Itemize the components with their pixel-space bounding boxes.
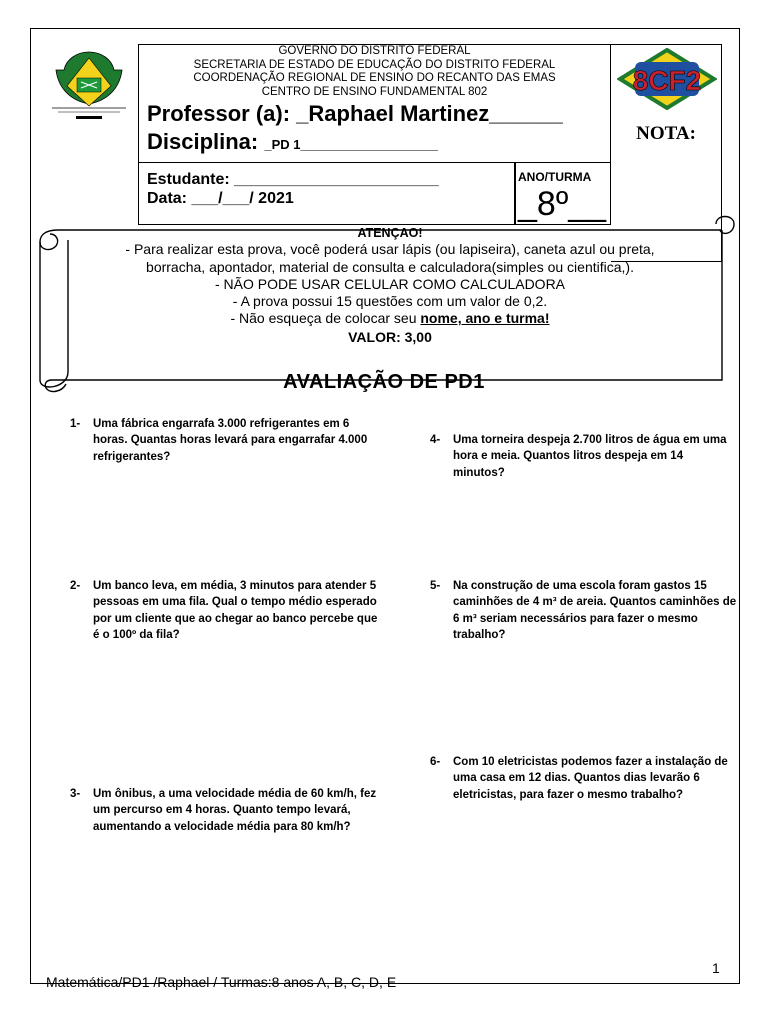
logo-text: 8CF2 [632,65,702,96]
question-text: Uma fábrica engarrafa 3.000 refrigerantes em 6 horas. Quantas horas levará para engarrafar 4.000 refrigerantes? [93,418,368,463]
gov-line-2: SECRETARIA DE ESTADO DE EDUCAÇÃO DO DISTRITO FEDERAL [193,58,556,71]
question-text: Um banco leva, em média, 3 minutos para atender 5 pessoas em uma fila. Qual o tempo médio esperado por um cliente que ao chegar ao banco percebe que é o 100º da fila? [93,580,378,641]
question-text: Um ônibus, a uma velocidade média de 60 km/h, fez um percurso em 4 horas. Quanto tempo levará, aumentando a velocidade média para 80 km/h? [93,788,377,833]
attention-title: ATENÇAO! [357,226,423,240]
exam-title: AVALIAÇÃO DE PD1 [283,371,485,393]
gov-line-1: GOVERNO DO DISTRITO FEDERAL [278,45,471,57]
gov-line-4: CENTRO DE ENSINO FUNDAMENTAL 802 [261,85,488,98]
attention-line-3: - NÃO PODE USAR CELULAR COMO CALCULADORA [214,276,566,292]
gdf-emblem-logo [46,46,132,124]
school-header [138,44,611,163]
attention-line-4: - A prova possui 15 questões com um valor de 0,2. [232,293,548,309]
ano-turma-box [515,163,611,225]
disciplina-field [147,129,438,155]
footer-text: Matemática/PD1 /Raphael / Turmas:8 anos A, B, C, D, E [46,974,397,990]
estudante-field: Estudante: _______________________ [147,171,439,188]
question-text: Uma torneira despeja 2.700 litros de água em uma hora e meia. Quantos litros despeja em 14 minutos? [453,434,727,479]
attention-line-1: - Para realizar esta prova, você poderá usar lápis (ou lapiseira), caneta azul ou preta, [125,241,655,257]
ano-turma-value: _8º__ [518,185,607,223]
student-info [138,163,515,225]
valor-text: VALOR: 3,00 [348,329,432,345]
gov-line-3: COORDENAÇÃO REGIONAL DE ENSINO DO RECANTO DAS EMAS [193,72,556,84]
question-number: 3- [70,788,81,800]
attention-line-5 [60,310,720,327]
nota-label: NOTA: [636,123,696,144]
disciplina-value: _PD 1___________________ [264,137,438,152]
page-number: 1 [712,960,720,976]
attention-line-5-prefix: - Não esqueça de colocar seu [230,310,421,326]
question-number: 2- [70,580,81,592]
question-text: Com 10 eletricistas podemos fazer a instalação de uma casa em 12 dias. Quantos dias levarão 6 eletricistas, para fazer o mesmo trabalho? [453,756,728,801]
question-number: 1- [70,418,81,430]
question-number: 5- [430,580,441,592]
disciplina-label: Disciplina: [147,129,265,154]
question-number: 4- [430,434,441,446]
attention-line-2: borracha, apontador, material de consulta e calculadora(simples ou cientifica,). [146,259,634,275]
attention-notice [60,226,720,347]
data-field: Data: ___/___/ 2021 [147,190,294,207]
ano-turma-label: ANO/TURMA [518,170,592,184]
professor-field: Professor (a): _Raphael Martinez______ [147,101,563,126]
attention-line-5-emphasis: nome, ano e turma! [420,310,550,326]
question-text: Na construção de uma escola foram gastos 15 caminhões de 4 m³ de areia. Quantos caminhões de 6 m³ seriam necessários para fazer o mesmo trabalho? [453,580,737,641]
school-802-logo [617,48,717,110]
question-number: 6- [430,756,441,768]
government-header [139,45,610,99]
